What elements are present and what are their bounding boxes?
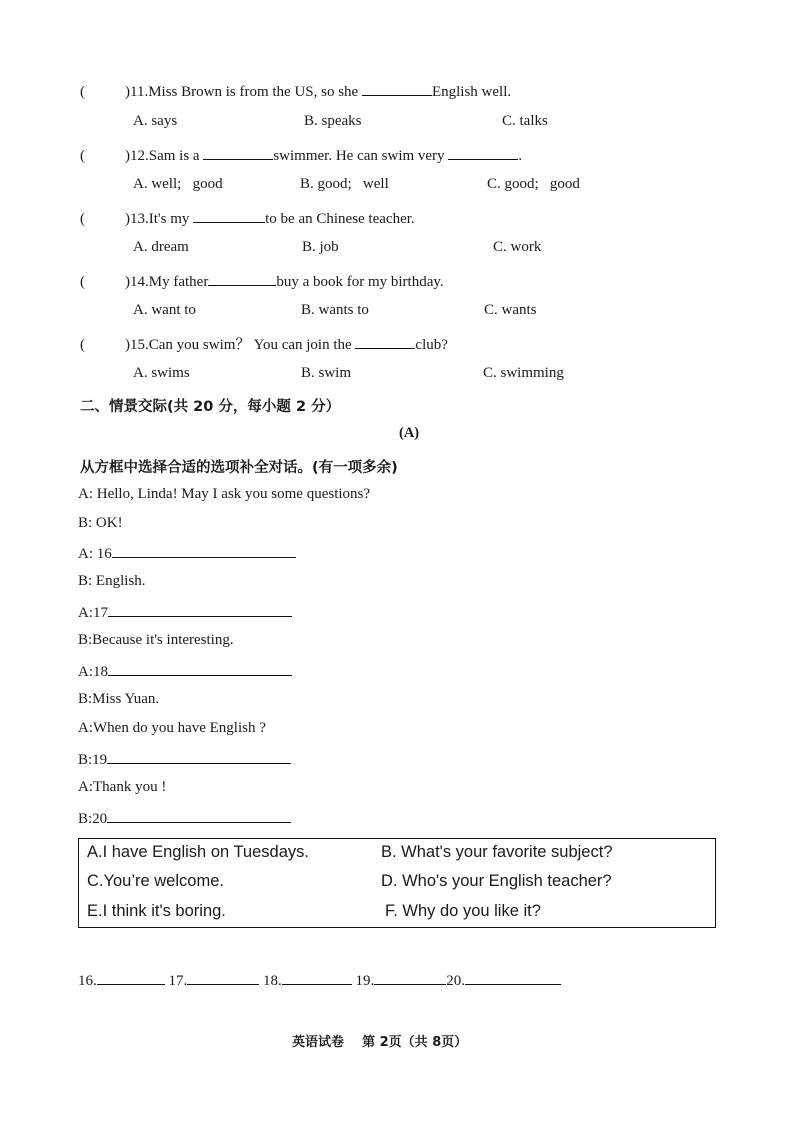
fill-blank[interactable] [362,81,432,96]
option-c: C. work [493,239,542,255]
fill-blank[interactable] [107,749,291,764]
dialogue-label: A:18 [78,664,108,680]
dialogue-line-blank [78,543,296,563]
option-b: B. good; well [300,176,389,192]
dialogue-line: A:Thank you ! [78,779,167,795]
instruction-text: 从方框中选择合适的选项补全对话。(有一项多余) [80,460,398,476]
part-label: (A) [399,425,420,441]
question-stem [80,145,522,165]
fill-blank[interactable] [193,208,265,223]
question-number: 13. [130,211,149,227]
question-stem [80,271,444,291]
question-number: 12. [130,148,149,164]
dialogue-line: B: English. [78,573,146,589]
answer-blank[interactable] [187,970,259,985]
option-b: B. wants to [301,302,369,318]
option-a: A. want to [133,302,196,318]
fill-blank[interactable] [203,145,273,160]
dialogue-line: B:Because it's interesting. [78,632,234,648]
dialogue-line: A:When do you have English ? [78,720,266,736]
answer-paren-close: ) [125,337,130,353]
question-stem [80,333,448,354]
dialogue-line: A: Hello, Linda! May I ask you some questions? [78,486,371,502]
question-text: My father [148,274,209,290]
answer-number: 20. [446,973,465,989]
option-b: B. swim [301,365,352,381]
dialogue-label: B:19 [78,752,108,768]
option-c: C. talks [502,113,548,129]
dialogue-line-blank [78,661,292,681]
answer-paren-open[interactable]: ( [80,337,85,353]
dialogue-line-blank [78,749,291,769]
fill-blank[interactable] [208,271,276,286]
answer-blank[interactable] [465,970,561,985]
question-stem [80,81,511,101]
page-footer: 英语试卷 第 2页（共 8页） [292,1035,468,1050]
fill-blank[interactable] [108,602,292,617]
question-text: to be an Chinese teacher. [265,211,415,227]
question-text: club? [415,337,448,353]
answer-paren-close: ) [125,148,130,164]
answer-paren-close: ) [125,84,130,100]
answer-number: 18. [263,973,282,989]
choices-box [78,838,716,928]
choice-a: A.I have English on Tuesdays. [87,843,309,861]
choice-e: E.I think it's boring. [87,902,226,920]
answer-paren-close: ) [125,274,130,290]
option-c: C. good; good [487,176,580,192]
dialogue-label: A: 16 [78,546,112,562]
answer-paren-open[interactable]: ( [80,274,85,290]
question-number: 11. [130,84,149,100]
answer-paren-open[interactable]: ( [80,148,85,164]
question-text: . [518,148,523,164]
question-stem [80,208,415,228]
option-b: B. speaks [304,113,362,129]
fill-blank[interactable] [108,661,292,676]
question-text: Sam is a [148,148,204,164]
option-c: C. swimming [483,365,564,381]
option-a: A. says [133,113,178,129]
choice-f: F. Why do you like it? [385,902,541,920]
dialogue-label: A:17 [78,605,108,621]
question-text: Can you swim？ You can join the [148,337,356,353]
answer-paren-close: ) [125,211,130,227]
fill-blank[interactable] [112,543,296,558]
dialogue-label: B:20 [78,811,108,827]
fill-blank[interactable] [107,808,291,823]
dialogue-line-blank [78,602,292,622]
choice-b: B. What's your favorite subject? [381,843,613,861]
answer-blank[interactable] [282,970,352,985]
answer-number: 17. [168,973,188,989]
question-text: It's my [148,211,194,227]
question-text: swimmer. He can swim very [273,148,449,164]
answer-paren-open[interactable]: ( [80,211,85,227]
option-a: A. swims [133,365,190,381]
choice-d: D. Who's your English teacher? [381,872,612,890]
option-a: A. well; good [133,176,223,192]
question-number: 14. [130,274,149,290]
answer-number: 16. [78,973,97,989]
fill-blank[interactable] [355,334,415,349]
answer-blank[interactable] [374,970,446,985]
dialogue-line-blank [78,808,291,828]
question-number: 15. [130,337,149,353]
dialogue-line: B:Miss Yuan. [78,691,160,707]
option-b: B. job [302,239,339,255]
question-text: Miss Brown is from the US, so she [148,84,362,100]
option-c: C. wants [484,302,537,318]
answer-blank[interactable] [97,970,165,985]
choice-c: C.You’re welcome. [87,872,224,890]
answer-paren-open[interactable]: ( [80,84,85,100]
fill-blank[interactable] [448,145,518,160]
question-text: buy a book for my birthday. [276,274,444,290]
answer-line [78,970,561,990]
question-text: English well. [431,84,512,100]
option-a: A. dream [133,239,189,255]
dialogue-line: B: OK! [78,515,123,531]
section-heading: 二、情景交际(共 20 分，每小题 2 分） [80,399,341,415]
answer-number: 19. [355,973,375,989]
